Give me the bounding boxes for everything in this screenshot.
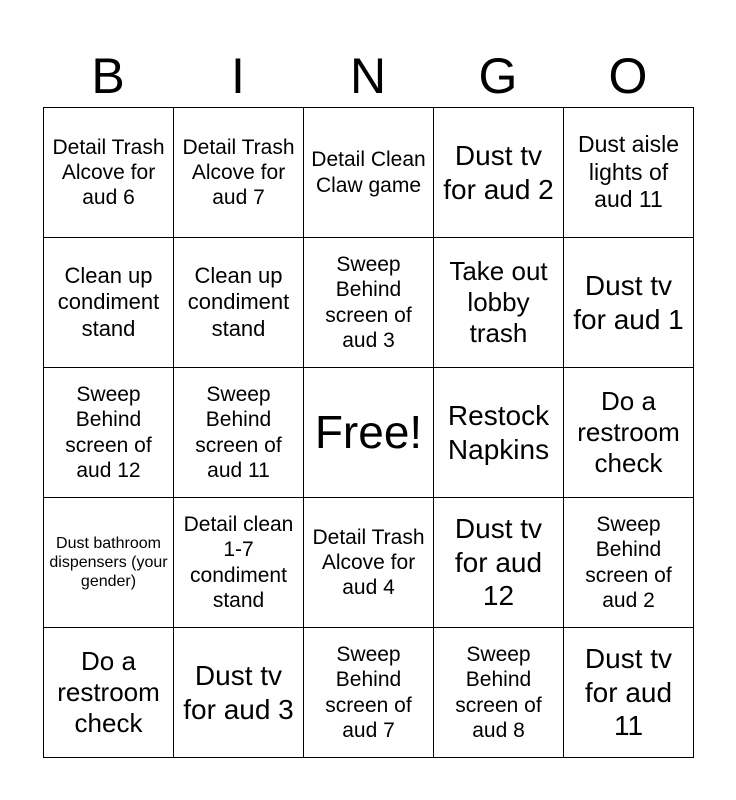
grid-cell: Dust bathroom dispensers (your gender) — [44, 498, 174, 628]
grid-row-4 — [44, 498, 694, 628]
grid-cell: Detail clean 1-7 condiment stand — [174, 498, 304, 628]
header-letter-b: B — [91, 48, 125, 104]
grid-cell: Detail Trash Alcove for aud 4 — [304, 498, 434, 628]
grid-cell: Clean up condiment stand — [44, 238, 174, 368]
grid-cell: Detail Trash Alcove for aud 7 — [174, 108, 304, 238]
grid-row-2 — [44, 238, 694, 368]
header-letter-o: O — [608, 48, 648, 104]
grid-cell: Sweep Behind screen of aud 3 — [304, 238, 434, 368]
grid-cell: Take out lobby trash — [434, 238, 564, 368]
header-letter-i: I — [231, 48, 245, 104]
grid-cell: Dust tv for aud 3 — [174, 628, 304, 758]
bingo-grid — [43, 107, 694, 758]
grid-cell: Dust tv for aud 12 — [434, 498, 564, 628]
grid-cell: Dust tv for aud 1 — [564, 238, 694, 368]
grid-row-5 — [44, 628, 694, 758]
header-letter-g: G — [478, 48, 518, 104]
grid-cell: Sweep Behind screen of aud 2 — [564, 498, 694, 628]
grid-cell: Detail Trash Alcove for aud 6 — [44, 108, 174, 238]
grid-cell: Do a restroom check — [564, 368, 694, 498]
grid-cell: Dust tv for aud 2 — [434, 108, 564, 238]
header-letter-n: N — [349, 48, 387, 104]
grid-row-1 — [44, 108, 694, 238]
grid-cell: Dust aisle lights of aud 11 — [564, 108, 694, 238]
grid-cell: Do a restroom check — [44, 628, 174, 758]
grid-cell: Restock Napkins — [434, 368, 564, 498]
grid-cell: Clean up condiment stand — [174, 238, 304, 368]
free-space-cell: Free! — [304, 368, 434, 498]
grid-cell: Sweep Behind screen of aud 12 — [44, 368, 174, 498]
grid-cell: Dust tv for aud 11 — [564, 628, 694, 758]
grid-row-3 — [44, 368, 694, 498]
bingo-header — [43, 44, 693, 108]
grid-cell: Sweep Behind screen of aud 11 — [174, 368, 304, 498]
grid-cell: Detail Clean Claw game — [304, 108, 434, 238]
grid-cell: Sweep Behind screen of aud 7 — [304, 628, 434, 758]
grid-cell: Sweep Behind screen of aud 8 — [434, 628, 564, 758]
